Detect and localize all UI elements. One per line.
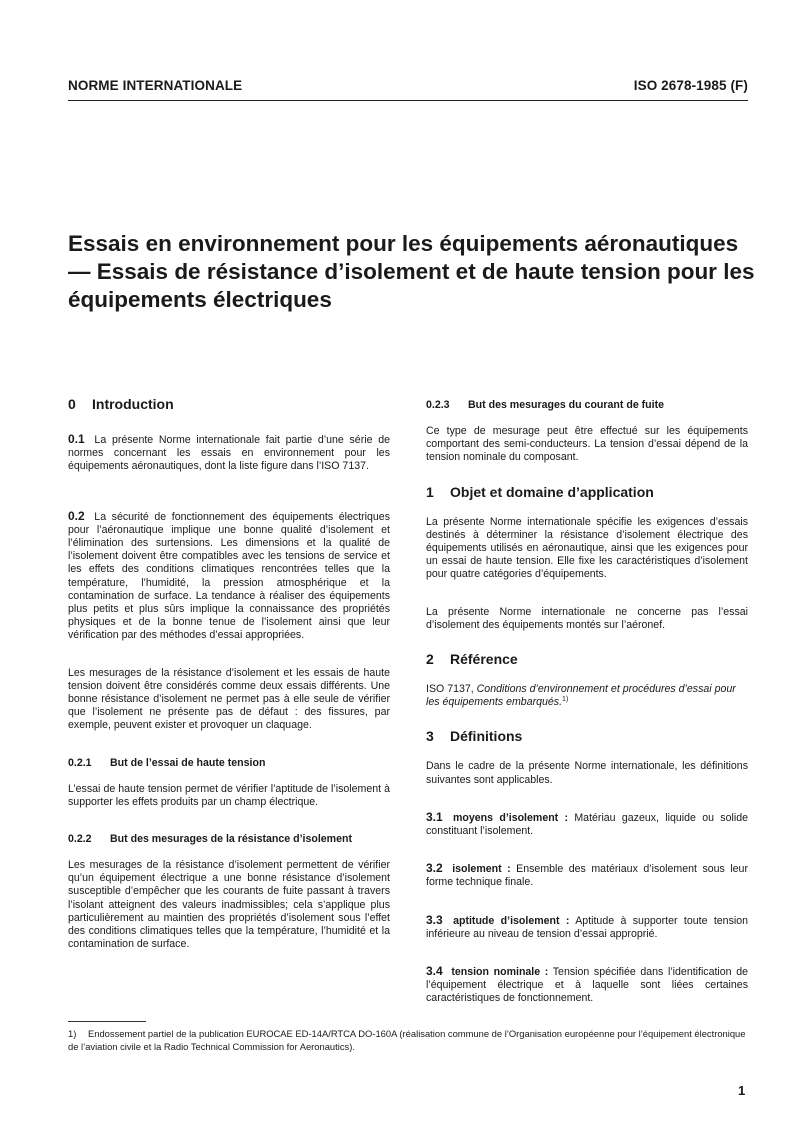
- definition-number: 3.2: [426, 861, 443, 876]
- paragraph-0-2: [68, 510, 390, 643]
- reference-code: ISO 7137,: [426, 683, 474, 696]
- left-column: [68, 395, 390, 975]
- definition-3-1: [426, 811, 748, 838]
- paragraph-reference: [426, 683, 748, 709]
- definition-text: Ensemble des matériaux d’isolement sous leur forme technique finale.: [426, 863, 748, 889]
- subsection-title: But de l’essai de haute tension: [110, 756, 266, 769]
- paragraph-0-2-2: Les mesurages de la résistance d’isolement permettent de vérifier qu’un équipement électrique a une bonne résistance d’isolement susceptible d’empêcher que les courants de fuite passant à travers l’isolant atteignent des valeurs inadmissibles; cela s’applique plus particulièrement au maintien des propriétés d’isolement sous l’effet des conditions climatiques telles que la température, l’humidité et la contamination de surface.: [68, 859, 390, 951]
- definition-3-4: [426, 965, 748, 1006]
- section-heading-definitions: [426, 727, 748, 745]
- definition-term: moyens d’isolement :: [453, 811, 569, 824]
- header-standard-number: ISO 2678-1985 (F): [633, 78, 748, 93]
- running-header: [68, 78, 748, 96]
- subsection-heading-0-2-1: [68, 757, 390, 770]
- definition-number: 3.3: [426, 912, 443, 927]
- document-title: Essais en environnement pour les équipements aéronautiques — Essais de résistance d’isolement et de haute tension pour les équipements électriques: [68, 231, 755, 312]
- paragraph-0-2-continued: Les mesurages de la résistance d’isolement et les essais de haute tension doivent être considérés comme deux essais différents. Une bonne résistance d’isolement ne permet pas à elle seule de vérifier que l’isolement ne présente pas de défaut : des fissures, par exemple, peuvent exister et provoquer un claquage.: [68, 666, 390, 732]
- definition-term: aptitude d’isolement :: [453, 914, 570, 927]
- paragraph-0-2-1: L’essai de haute tension permet de vérifier l’aptitude de l’isolement à supporter les effets produits par un champ électrique.: [68, 782, 390, 808]
- page-number: 1: [738, 1083, 746, 1098]
- subsection-title: But des mesurages de la résistance d’isolement: [110, 833, 352, 846]
- header-rule: [68, 100, 748, 101]
- paragraph-0-2-3: Ce type de mesurage peut être effectué sur les équipements comportant des semi-conducteurs. La tension d’essai dépend de la tension nominale du composant.: [426, 425, 748, 464]
- section-heading-scope: [426, 483, 748, 501]
- definition-term: tension nominale :: [451, 966, 549, 979]
- subsection-number: 0.2.2: [68, 833, 92, 846]
- subsection-heading-0-2-2: [68, 833, 390, 846]
- definition-number: 3.4: [426, 964, 443, 979]
- header-standard-type: NORME INTERNATIONALE: [68, 78, 243, 93]
- clause-text: La sécurité de fonctionnement des équipements électriques pour l’aéronautique implique une bonne qualité d’isolement et l’élimination des surtensions. Les dimensions et la qualité de l’isolement doivent être compatibles avec les tensions de service et les effets des conditions climatiques rencontrées telles que la température, l’humidité, la pression atmosphérique et la contamination de surface. La tendance à réaliser des équipements plus petits et plus sûrs implique la connaissance des propriétés physiques et de la bonne tenue de l’isolement ainsi que leur vérification par des méthodes d’essai appropriées.: [68, 510, 390, 642]
- section-number: 3: [426, 728, 434, 745]
- section-heading-reference: [426, 650, 748, 668]
- reference-title: Conditions d’environnement et procédures d’essai pour les équipements embarqués.: [426, 683, 736, 709]
- subsection-heading-0-2-3: [426, 399, 748, 412]
- section-title: Définitions: [450, 728, 523, 745]
- paragraph-0-1: [68, 433, 390, 474]
- section-number: 2: [426, 651, 434, 668]
- definition-text: Matériau gazeux, liquide ou solide constituant l’isolement.: [426, 811, 748, 838]
- section-heading-introduction: [68, 395, 390, 413]
- paragraph-scope-1: La présente Norme internationale spécifie les exigences d’essais destinés à déterminer la résistance d’isolement électrique des équipements utilisés en aéronautique, ainsi que les exigences pour un essai de haute tension. Elle fixe les caractéristiques d’isolement pour quatre catégories d’équipements.: [426, 515, 748, 581]
- footnote-marker: 1): [562, 696, 569, 704]
- definition-3-3: [426, 914, 748, 941]
- paragraph-definitions-intro: Dans le cadre de la présente Norme internationale, les définitions suivantes sont applicables.: [426, 760, 748, 786]
- section-number: 1: [426, 483, 434, 500]
- definition-number: 3.1: [426, 809, 443, 824]
- definition-term: isolement :: [452, 863, 511, 876]
- right-column: [426, 399, 748, 1030]
- clause-text: La présente Norme internationale fait partie d’une série de normes concernant les essais en environnement pour les équipements aéronautiques, dont la liste figure dans l’ISO 7137.: [68, 434, 390, 473]
- paragraph-scope-2: La présente Norme internationale ne concerne pas l’essai d’isolement des équipements montés sur l’aéronef.: [426, 605, 748, 631]
- footnote-text: Endossement partiel de la publication EUROCAE ED-14A/RTCA DO-160A (réalisation commune de l’Organisation européenne pour l’équipement électronique de l’aviation civile et la Radio Technical Commission for Aeronautics).: [68, 1028, 746, 1052]
- section-title: Référence: [450, 651, 518, 668]
- subsection-number: 0.2.3: [426, 399, 450, 411]
- section-title: Objet et domaine d’application: [450, 483, 654, 500]
- footnote-number: 1): [68, 1028, 77, 1039]
- subsection-number: 0.2.1: [68, 756, 92, 769]
- footnote-rule: [68, 1021, 146, 1022]
- section-number: 0: [68, 396, 76, 412]
- subsection-title: But des mesurages du courant de fuite: [468, 399, 665, 411]
- clause-number: 0.2: [68, 508, 85, 523]
- section-title: Introduction: [92, 396, 174, 412]
- definition-text: Tension spécifiée dans l’identification de l’équipement électrique et à laquelle sont liées certaines caractéristiques de fonctionnement.: [426, 966, 748, 1005]
- footnote: [68, 1028, 758, 1053]
- definition-text: Aptitude à supporter toute tension inférieure au niveau de tension d’essai approprié.: [426, 914, 748, 940]
- clause-number: 0.1: [68, 432, 85, 446]
- definition-3-2: [426, 862, 748, 889]
